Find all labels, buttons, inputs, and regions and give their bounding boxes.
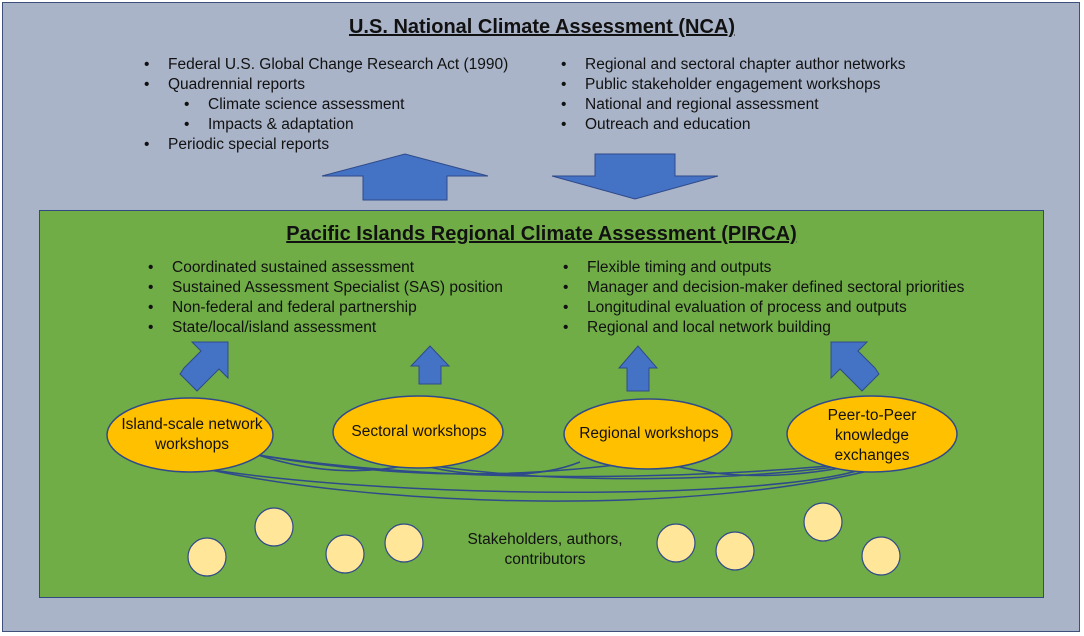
- nca-title: U.S. National Climate Assessment (NCA): [348, 16, 735, 38]
- pirca-right-item: • Manager and decision-maker defined sectoral priorities: [557, 278, 964, 298]
- label-regional-workshops: Regional workshops: [579, 425, 719, 442]
- pirca-left-item: • Coordinated sustained assessment: [142, 258, 503, 278]
- network-lines: [188, 455, 880, 501]
- stakeholder-circle: [862, 537, 900, 575]
- down-arrow-to-pirca: [552, 154, 718, 199]
- stakeholder-circle: [657, 524, 695, 562]
- nca-left-subitem: • Impacts & adaptation: [138, 115, 508, 135]
- label-sectoral-workshops: Sectoral workshops: [351, 423, 487, 440]
- pirca-left-item: • State/local/island assessment: [142, 318, 503, 338]
- pirca-title: Pacific Islands Regional Climate Assessment (PIRCA): [286, 223, 797, 245]
- pirca-left-item: • Sustained Assessment Specialist (SAS) position: [142, 278, 503, 298]
- stakeholders-label: Stakeholders, authors, contributors: [467, 531, 623, 568]
- label-peer-exchanges: Peer-to-Peer knowledge exchanges: [827, 407, 917, 464]
- stakeholder-circle: [385, 524, 423, 562]
- nca-left-item: • Federal U.S. Global Change Research Act (1990): [138, 55, 508, 75]
- nca-left-item: • Periodic special reports: [138, 135, 508, 155]
- stakeholder-circle: [716, 532, 754, 570]
- nca-right-item: • National and regional assessment: [555, 95, 906, 115]
- nca-left-item: • Quadrennial reports: [138, 75, 508, 95]
- nca-right-item: • Public stakeholder engagement workshops: [555, 75, 906, 95]
- nca-right-item: • Outreach and education: [555, 115, 906, 135]
- up-arrow-island: [180, 342, 228, 391]
- nca-left-subitem: • Climate science assessment: [138, 95, 508, 115]
- pirca-right-item: • Longitudinal evaluation of process and outputs: [557, 298, 964, 318]
- stakeholder-circle: [326, 535, 364, 573]
- stakeholder-circle: [188, 538, 226, 576]
- up-arrow-peer: [831, 342, 879, 391]
- pirca-right-item: • Flexible timing and outputs: [557, 258, 964, 278]
- pirca-right-item: • Regional and local network building: [557, 318, 964, 338]
- pirca-left-item: • Non-federal and federal partnership: [142, 298, 503, 318]
- up-arrow-sectoral: [411, 346, 449, 384]
- up-arrow-regional: [619, 346, 657, 391]
- stakeholder-circle: [804, 503, 842, 541]
- stakeholder-circle: [255, 508, 293, 546]
- nca-right-item: • Regional and sectoral chapter author networks: [555, 55, 906, 75]
- label-island-workshops: Island-scale network workshops: [121, 416, 263, 453]
- up-arrow-to-nca: [322, 154, 488, 200]
